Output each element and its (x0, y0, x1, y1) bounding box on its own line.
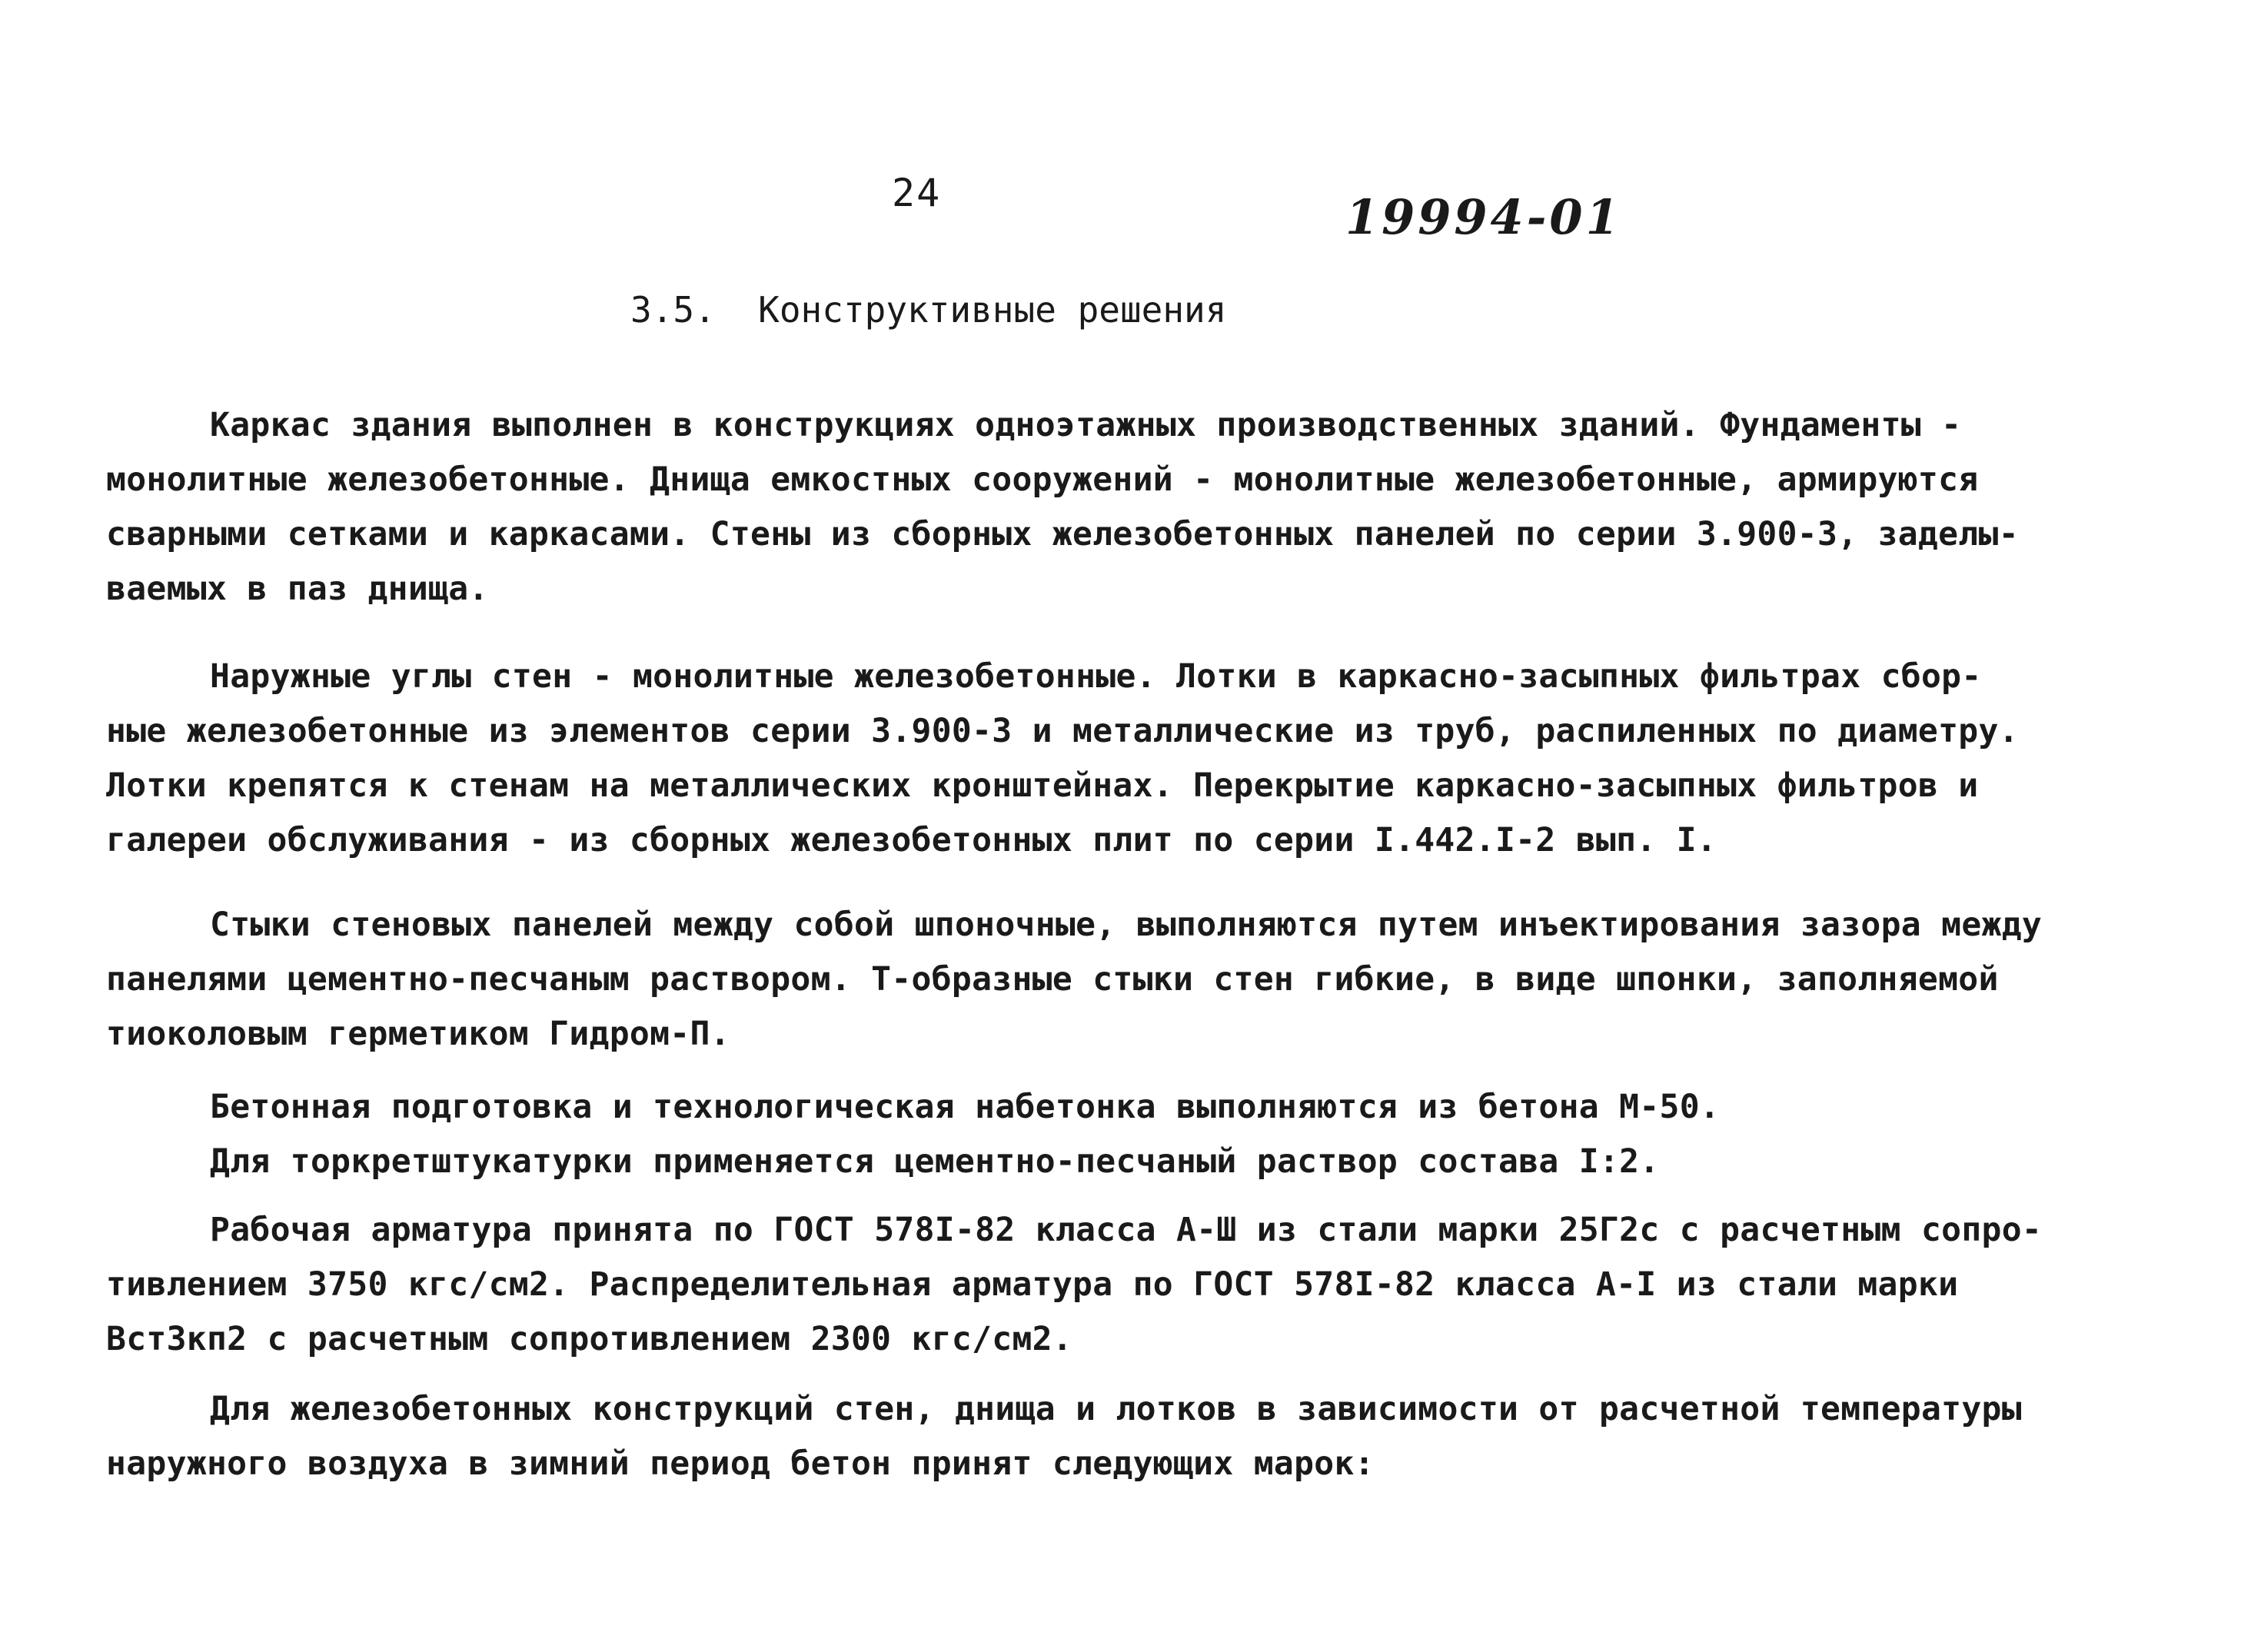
paragraph-line: наружного воздуха в зимний период бетон принят следующих марок: (106, 1444, 1375, 1483)
paragraph-line: панелями цементно-песчаным раствором. Т-образные стыки стен гибкие, в виде шпонки, заполняемой (106, 960, 1999, 999)
paragraph-line: Лотки крепятся к стенам на металлических кронштейнах. Перекрытие каркасно-засыпных фильтров и (106, 766, 1979, 805)
paragraph-concrete-prep (106, 1080, 2151, 1189)
paragraph-line: тивлением 3750 кгс/см2. Распределительная арматура по ГОСТ 578I-82 класса А-I из стали марки (106, 1265, 1959, 1304)
paragraph-panel-joints (106, 898, 2151, 1062)
paragraph-line: галереи обслуживания - из сборных железобетонных плит по серии I.442.I-2 вып. I. (106, 821, 1717, 859)
paragraph-reinforcement (106, 1203, 2151, 1367)
paragraph-line: Бетонная подготовка и технологическая набетонка выполняются из бетона М-50. (210, 1088, 1721, 1126)
paragraph-concrete-grades (106, 1382, 2151, 1491)
page-number: 24 (892, 171, 942, 215)
paragraph-line: ные железобетонные из элементов серии 3.900-3 и металлические из труб, распиленных по диаметру. (106, 712, 2019, 750)
paragraph-line: Наружные углы стен - монолитные железобетонные. Лотки в каркасно-засыпных фильтрах сбор- (210, 657, 1982, 696)
paragraph-line: монолитные железобетонные. Днища емкостных сооружений - монолитные железобетонные, армируются (106, 460, 1979, 499)
paragraph-line: Для торкретштукатурки применяется цементно-песчаный раствор состава I:2. (210, 1142, 1660, 1181)
section-heading: 3.5. Конструктивные решения (630, 289, 1227, 331)
paragraph-line: тиоколовым герметиком Гидром-П. (106, 1015, 730, 1053)
paragraph-line: Рабочая арматура принята по ГОСТ 578I-82 класса А-Ш из стали марки 25Г2с с расчетным сопро- (210, 1211, 2043, 1249)
paragraph-line: Для железобетонных конструкций стен, днища и лотков в зависимости от расчетной температуры (210, 1390, 2022, 1428)
paragraph-line: ВстЗкп2 с расчетным сопротивлением 2300 кгс/см2. (106, 1320, 1073, 1358)
paragraph-line: сварными сетками и каркасами. Стены из сборных железобетонных панелей по серии 3.900-3, заделы- (106, 515, 2019, 553)
paragraph-line: ваемых в паз днища. (106, 570, 489, 608)
handwritten-document-code: 19994-01 (1345, 189, 1622, 245)
paragraph-line: Стыки стеновых панелей между собой шпоночные, выполняются путем инъектирования зазора между (210, 906, 2043, 944)
paragraph-framework (106, 398, 2151, 617)
paragraph-corners-trays (106, 650, 2151, 868)
paragraph-line: Каркас здания выполнен в конструкциях одноэтажных производственных зданий. Фундаменты - (210, 406, 1962, 444)
